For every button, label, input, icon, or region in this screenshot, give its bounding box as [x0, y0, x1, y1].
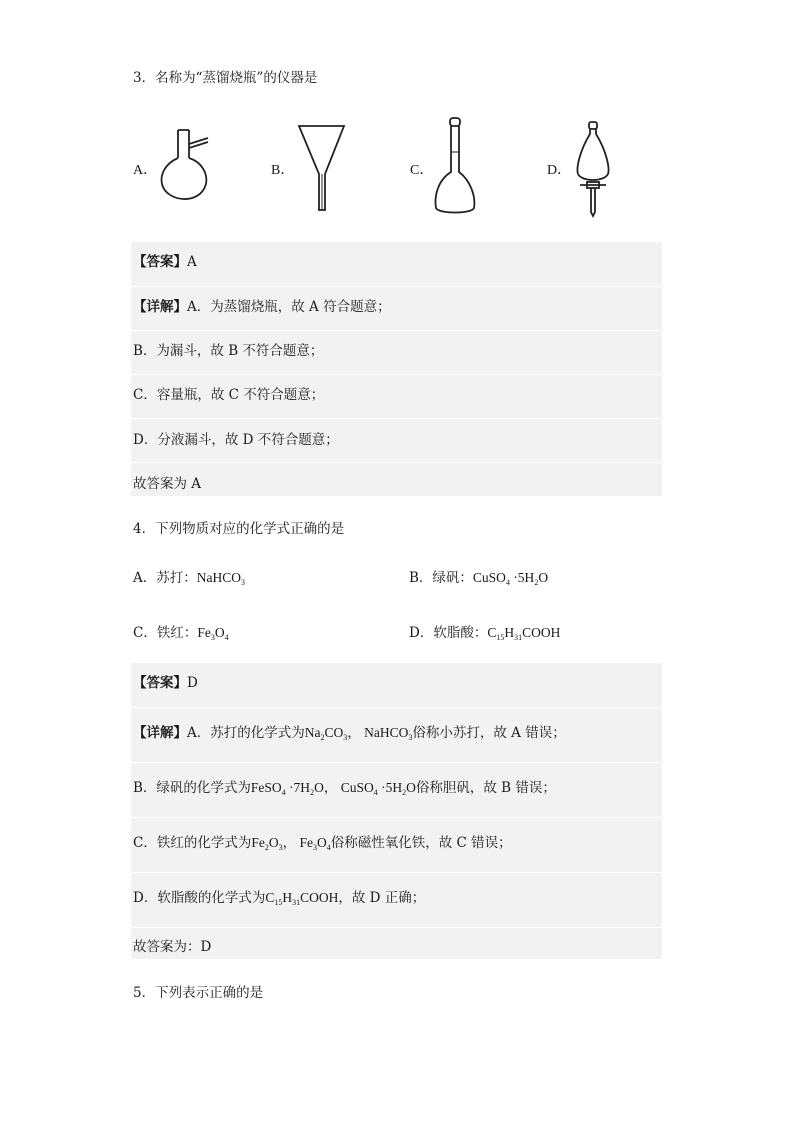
detail-text: ，故 D 正确； [338, 890, 426, 906]
detail-text: A．苏打的化学式为 [187, 725, 305, 741]
separatory-funnel-icon [574, 120, 614, 216]
question-5-stem: 5．下列表示正确的是 [133, 985, 264, 1001]
question-3-stem: 3．名称为“蒸馏烧瓶”的仪器是 [133, 70, 318, 86]
formula-nahco3: NaHCO$_3$ [360, 725, 413, 742]
funnel-icon [298, 124, 346, 214]
formula-fe3o4: $Fe_3O_4$ [197, 625, 229, 642]
option-c [133, 621, 229, 641]
option-c-label: C． [410, 163, 434, 178]
answer-tag: 【答案】 [133, 254, 187, 270]
detail-tag: 【详解】 [133, 725, 187, 741]
detail-line-a [133, 295, 391, 315]
option-d-label: D． [547, 163, 572, 178]
answer-tag: 【答案】 [133, 675, 187, 691]
detail-line-d: D．分液漏斗，故 D 不符合题意； [133, 432, 339, 448]
detail-text: C．铁红的化学式为 [133, 835, 252, 851]
detail-line-b [133, 776, 556, 796]
detail-text: 俗称胆矾，故 B 错误； [415, 780, 556, 796]
detail-text: D．软脂酸的化学式为 [133, 890, 266, 906]
option-b-label: B．绿矾： [409, 570, 473, 586]
formula-c15h31cooh: $C_{15}H_{31}COOH$ [487, 625, 561, 642]
distillation-flask-icon [160, 128, 210, 208]
detail-text: A．为蒸馏烧瓶，故 A 符合题意； [187, 299, 391, 315]
answer-line [133, 671, 198, 691]
answer-block-q3 [131, 242, 662, 496]
formula-c15h31cooh: $C_{15}H_{31}COOH$ [265, 890, 339, 907]
detail-line-b: B．为漏斗，故 B 不符合题意； [133, 343, 324, 359]
separator: ， [347, 725, 361, 741]
formula-na2co3: $Na_2CO_3$ [304, 725, 348, 742]
formula-cuso4-5h2o: CuSO$_4$ $\cdot 5H_2O$ [472, 570, 549, 587]
final-answer: 故答案为：D [133, 939, 212, 955]
detail-line-c: C．容量瓶，故 C 不符合题意； [133, 387, 325, 403]
detail-text: 俗称磁性氧化铁，故 C 错误； [330, 835, 512, 851]
formula-nahco3: NaHCO$_3$ [196, 570, 245, 587]
option-a-label: A．苏打： [133, 570, 197, 586]
detail-text: 俗称小苏打，故 A 错误； [412, 725, 566, 741]
detail-line-c [133, 831, 512, 851]
detail-tag: 【详解】 [133, 299, 187, 315]
option-a [133, 566, 245, 586]
volumetric-flask-icon [434, 116, 478, 216]
formula-fe3o4: $Fe_3O_4$ [296, 835, 331, 852]
separator: ， [282, 835, 297, 851]
detail-line-a [133, 721, 566, 741]
separator: ， [323, 780, 338, 796]
final-answer: 故答案为 A [133, 476, 202, 492]
option-b-label: B． [271, 163, 295, 178]
answer-block-q4 [131, 663, 662, 959]
formula-fe2o3: $Fe_2O_3$ [251, 835, 283, 852]
option-d [409, 621, 560, 641]
question-4-stem: 4．下列物质对应的化学式正确的是 [133, 521, 345, 537]
detail-line-d [133, 886, 425, 906]
answer-value: D [187, 675, 198, 691]
answer-value: A [187, 254, 197, 270]
formula-feso4-7h2o: FeSO$_4$ $\cdot 7H_2O$ [250, 780, 324, 797]
option-d-label: D．软脂酸： [409, 625, 488, 641]
option-b [409, 566, 548, 586]
option-c-label: C．铁红： [133, 625, 198, 641]
answer-line [133, 250, 197, 270]
formula-cuso4-5h2o: CuSO$_4$ $\cdot 5H_2O$ [337, 780, 416, 797]
option-a-label: A． [133, 163, 158, 178]
detail-text: B．绿矾的化学式为 [133, 780, 251, 796]
